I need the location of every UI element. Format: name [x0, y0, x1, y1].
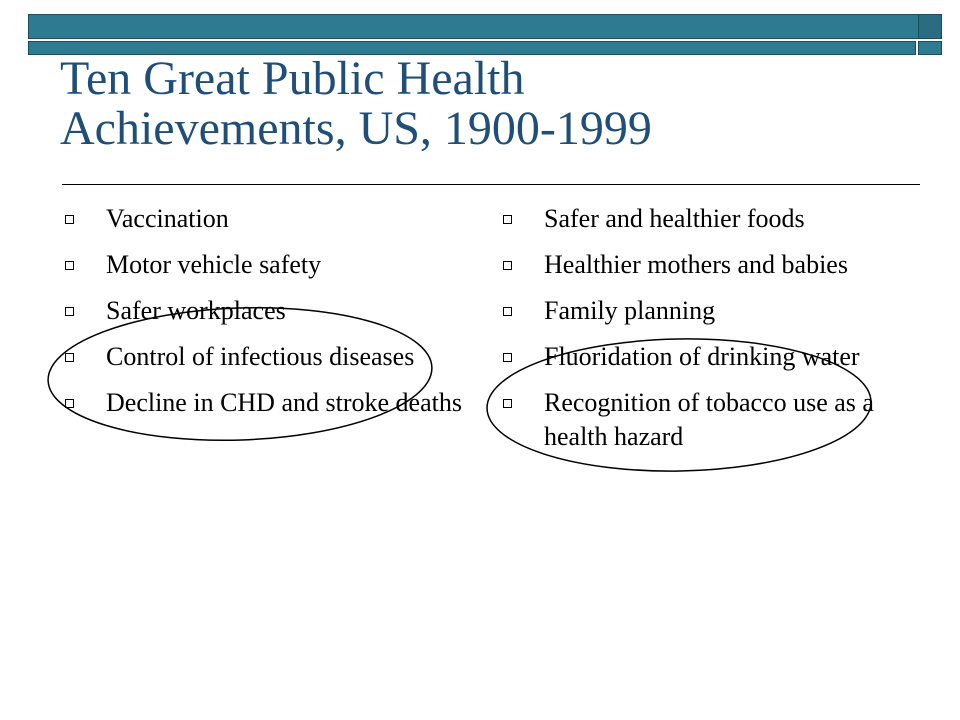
list-item-text: Fluoridation of drinking water — [544, 342, 860, 371]
list-item-text: Recognition of tobacco use as a health hazard — [544, 388, 874, 451]
list-item-text: Decline in CHD and stroke deaths — [106, 388, 462, 417]
list-item — [500, 340, 910, 374]
slide-title — [60, 54, 920, 154]
slide-title-line-1: Ten Great Public Health — [60, 52, 525, 105]
square-bullet-icon — [503, 261, 512, 270]
list-item-text: Safer workplaces — [106, 296, 286, 325]
list-item — [500, 386, 910, 454]
square-bullet-icon — [65, 215, 74, 224]
list-item-text: Control of infectious diseases — [106, 342, 415, 371]
list-item-text: Healthier mothers and babies — [544, 250, 848, 279]
list-item — [62, 248, 462, 282]
header-decor-square — [918, 14, 942, 39]
square-bullet-icon — [503, 353, 512, 362]
list-item — [62, 386, 462, 420]
square-bullet-icon — [65, 399, 74, 408]
square-bullet-icon — [65, 307, 74, 316]
achievements-list-right — [500, 202, 910, 466]
list-item — [62, 294, 462, 328]
square-bullet-icon — [503, 399, 512, 408]
square-bullet-icon — [65, 353, 74, 362]
list-item — [500, 294, 910, 328]
square-bullet-icon — [503, 215, 512, 224]
list-item-text: Vaccination — [106, 204, 229, 233]
list-item — [62, 340, 462, 374]
header-decor-square-secondary — [918, 41, 942, 55]
square-bullet-icon — [503, 307, 512, 316]
list-item — [500, 248, 910, 282]
achievements-list-left — [62, 202, 462, 432]
list-item-text: Family planning — [544, 296, 716, 325]
list-item-text: Safer and healthier foods — [544, 204, 805, 233]
list-item — [500, 202, 910, 236]
header-decor-bar — [28, 14, 942, 39]
square-bullet-icon — [65, 261, 74, 270]
list-item — [62, 202, 462, 236]
list-item-text: Motor vehicle safety — [106, 250, 322, 279]
slide-title-line-2: Achievements, US, 1900-1999 — [60, 102, 652, 155]
title-divider — [62, 184, 920, 185]
